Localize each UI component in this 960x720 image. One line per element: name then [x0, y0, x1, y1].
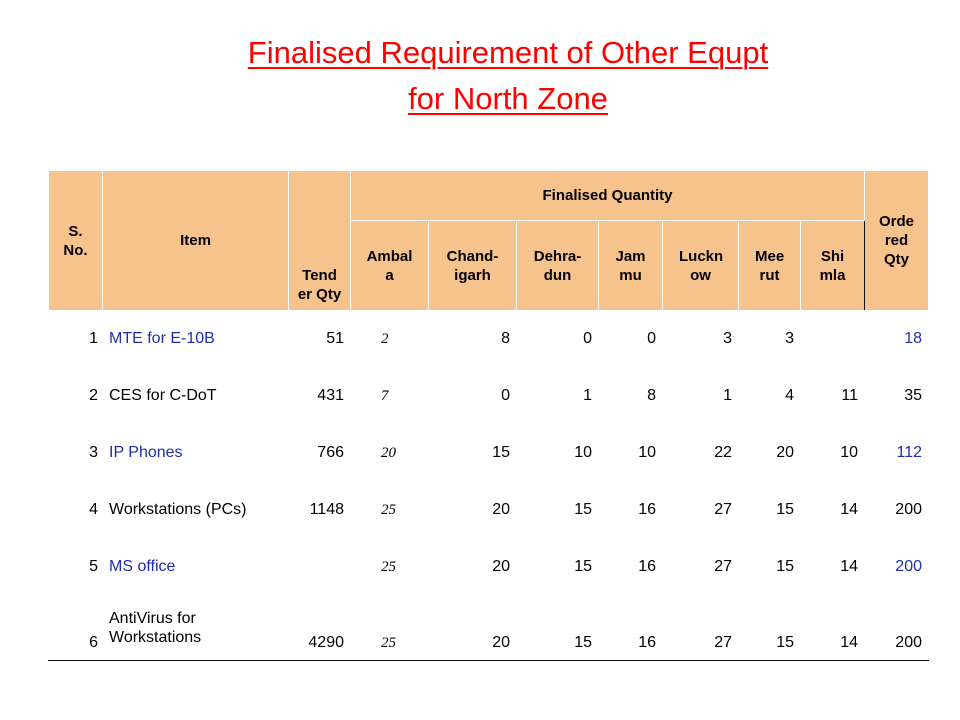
cell-lucknow: 27 [663, 539, 739, 596]
cell-meerut: 15 [739, 596, 801, 661]
cell-jammu: 0 [599, 311, 663, 368]
cell-sno: 1 [49, 311, 103, 368]
cell-ambala: 2 [351, 311, 429, 368]
cell-item: MTE for E-10B [103, 311, 289, 368]
header-tender-qty: Tend er Qty [289, 171, 351, 311]
requirement-table [48, 170, 929, 661]
table-row [49, 596, 929, 661]
cell-jammu: 8 [599, 368, 663, 425]
cell-chandigarh: 20 [429, 539, 517, 596]
cell-shimla: 14 [801, 596, 865, 661]
cell-shimla: 11 [801, 368, 865, 425]
header-finalised-quantity: Finalised Quantity [351, 171, 865, 221]
cell-jammu: 16 [599, 596, 663, 661]
cell-dehradun: 15 [517, 482, 599, 539]
cell-meerut: 4 [739, 368, 801, 425]
header-zone-meerut: Mee rut [739, 221, 801, 311]
cell-ambala: 20 [351, 425, 429, 482]
cell-sno: 4 [49, 482, 103, 539]
table-row [49, 482, 929, 539]
cell-ordered-qty: 200 [865, 482, 929, 539]
header-sno: S. No. [49, 171, 103, 311]
cell-dehradun: 1 [517, 368, 599, 425]
cell-dehradun: 10 [517, 425, 599, 482]
table-row [49, 368, 929, 425]
table-row [49, 539, 929, 596]
cell-chandigarh: 8 [429, 311, 517, 368]
cell-ordered-qty: 18 [865, 311, 929, 368]
cell-item: MS office [103, 539, 289, 596]
header-zone-shimla: Shi mla [801, 221, 865, 311]
cell-tender-qty: 51 [289, 311, 351, 368]
cell-chandigarh: 0 [429, 368, 517, 425]
cell-sno: 3 [49, 425, 103, 482]
cell-ambala: 7 [351, 368, 429, 425]
cell-sno: 2 [49, 368, 103, 425]
cell-sno: 6 [49, 596, 103, 661]
header-zone-jammu: Jam mu [599, 221, 663, 311]
cell-jammu: 16 [599, 482, 663, 539]
cell-item: CES for C-DoT [103, 368, 289, 425]
cell-ordered-qty: 112 [865, 425, 929, 482]
cell-shimla: 14 [801, 482, 865, 539]
cell-ordered-qty: 35 [865, 368, 929, 425]
page-title [0, 30, 960, 122]
cell-ambala: 25 [351, 539, 429, 596]
cell-tender-qty: 766 [289, 425, 351, 482]
cell-tender-qty [289, 539, 351, 596]
title-line-1: Finalised Requirement of Other Equpt [247, 35, 769, 70]
cell-shimla: 10 [801, 425, 865, 482]
cell-jammu: 16 [599, 539, 663, 596]
cell-ambala: 25 [351, 482, 429, 539]
header-zone-dehradun: Dehra- dun [517, 221, 599, 311]
cell-ordered-qty: 200 [865, 539, 929, 596]
header-item: Item [103, 171, 289, 311]
cell-meerut: 3 [739, 311, 801, 368]
cell-meerut: 15 [739, 482, 801, 539]
cell-lucknow: 22 [663, 425, 739, 482]
title-line-2: for North Zone [408, 81, 608, 116]
cell-item: IP Phones [103, 425, 289, 482]
cell-ordered-qty: 200 [865, 596, 929, 661]
cell-lucknow: 27 [663, 482, 739, 539]
cell-meerut: 15 [739, 539, 801, 596]
cell-shimla [801, 311, 865, 368]
cell-chandigarh: 15 [429, 425, 517, 482]
header-zone-chandigarh: Chand- igarh [429, 221, 517, 311]
cell-ambala: 25 [351, 596, 429, 661]
cell-lucknow: 3 [663, 311, 739, 368]
cell-chandigarh: 20 [429, 596, 517, 661]
header-ordered-qty: Orde red Qty [865, 171, 929, 311]
cell-jammu: 10 [599, 425, 663, 482]
cell-shimla: 14 [801, 539, 865, 596]
cell-dehradun: 0 [517, 311, 599, 368]
cell-item: Workstations (PCs) [103, 482, 289, 539]
cell-item: AntiVirus for Workstations [103, 596, 289, 661]
table-row [49, 425, 929, 482]
cell-meerut: 20 [739, 425, 801, 482]
cell-tender-qty: 431 [289, 368, 351, 425]
cell-lucknow: 1 [663, 368, 739, 425]
cell-lucknow: 27 [663, 596, 739, 661]
cell-dehradun: 15 [517, 596, 599, 661]
cell-sno: 5 [49, 539, 103, 596]
cell-tender-qty: 1148 [289, 482, 351, 539]
cell-chandigarh: 20 [429, 482, 517, 539]
cell-dehradun: 15 [517, 539, 599, 596]
header-zone-ambala: Ambal a [351, 221, 429, 311]
table-row [49, 311, 929, 368]
header-zone-lucknow: Luckn ow [663, 221, 739, 311]
cell-tender-qty: 4290 [289, 596, 351, 661]
